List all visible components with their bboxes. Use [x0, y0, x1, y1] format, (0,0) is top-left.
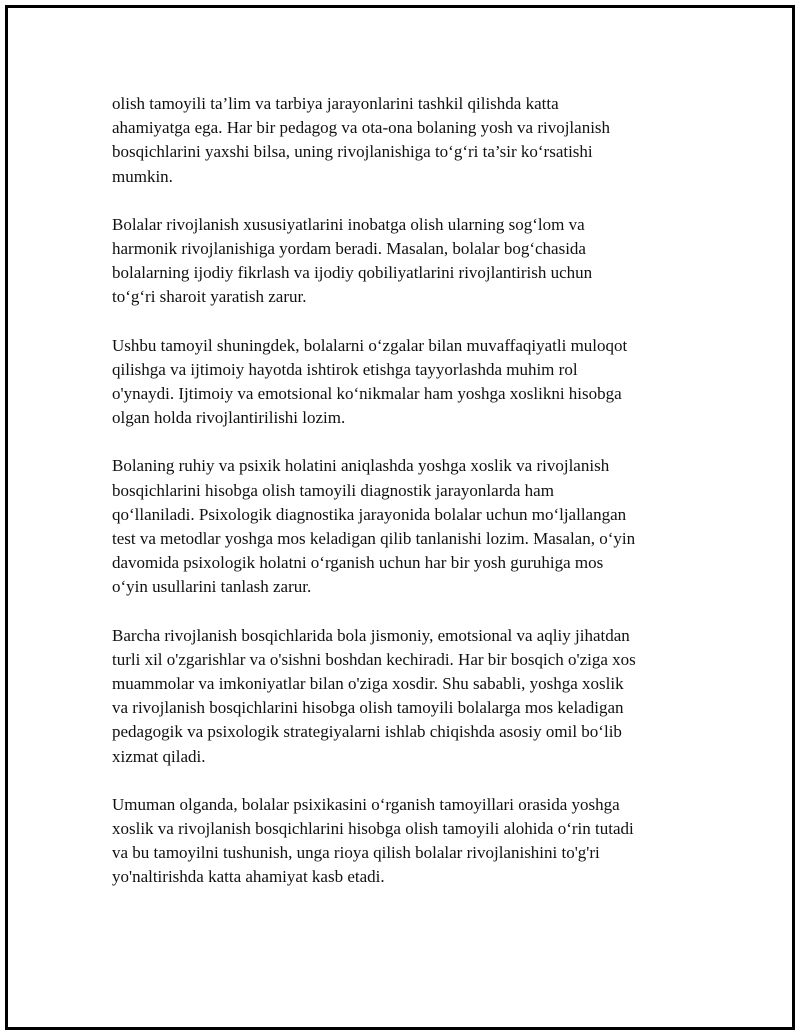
paragraph: Bolalar rivojlanish xususiyatlarini inobatga olish ularning sog‘lom va harmonik rivojlanishiga yordam beradi. Masalan, bolalar bog‘chasida bolalarning ijodiy fikrlash va ijodiy qobiliyatlarini rivojlantirish uchun to‘g‘ri sharoit yaratish zarur.	[112, 214, 593, 307]
paragraph: Umuman olganda, bolalar psixikasini o‘rganish tamoyillari orasida yoshga xoslik va rivojlanish bosqichlarini hisobga olish tamoyili alohida o‘rin tutadi va bu tamoyilni tushunish, unga rioya qilish bolalar rivojlanishini to'g'ri yo'naltirishda katta ahamiyat kasb etadi.	[112, 794, 634, 887]
paragraph: olish tamoyili ta’lim va tarbiya jarayonlarini tashkil qilishda katta ahamiyatga ega. Har bir pedagog va ota-ona bolaning yosh va rivojlanish bosqichlarini yaxshi bilsa, uning rivojlanishiga to‘g‘ri ta’sir ko‘rsatishi mumkin.	[112, 94, 611, 186]
paragraph: Bolaning ruhiy va psixik holatini aniqlashda yoshga xoslik va rivojlanish bosqichlarini hisobga olish tamoyili diagnostik jarayonlarda ham qo‘llaniladi. Psixologik diagnostika jarayonida bolalar uchun mo‘ljallangan test va metodlar yoshga mos keladigan qilib tanlanishi lozim. Masalan, o‘yin davomida psixologik holatni o‘rganish uchun har bir yosh guruhiga mos o‘yin usullarini tanlash zarur.	[112, 456, 636, 597]
document-body	[112, 92, 692, 890]
paragraph: Barcha rivojlanish bosqichlarida bola jismoniy, emotsional va aqliy jihatdan turli xil o'zgarishlar va o'sishni boshdan kechiradi. Har bir bosqich o'ziga xos muammolar va imkoniyatlar bilan o'ziga xosdir. Shu sababli, yoshga xoslik va rivojlanish bosqichlarini hisobga olish tamoyili bolalarga mos keladigan pedagogik va psixologik strategiyalarni ishlab chiqishda asosiy omil bo‘lib xizmat qiladi.	[112, 625, 636, 766]
paragraph: Ushbu tamoyil shuningdek, bolalarni o‘zgalar bilan muvaffaqiyatli muloqot qilishga va ijtimoiy hayotda ishtirok etishga tayyorlashda muhim rol o'ynaydi. Ijtimoiy va emotsional ko‘nikmalar ham yoshga xoslikni hisobga olgan holda rivojlantirilishi lozim.	[112, 335, 628, 428]
